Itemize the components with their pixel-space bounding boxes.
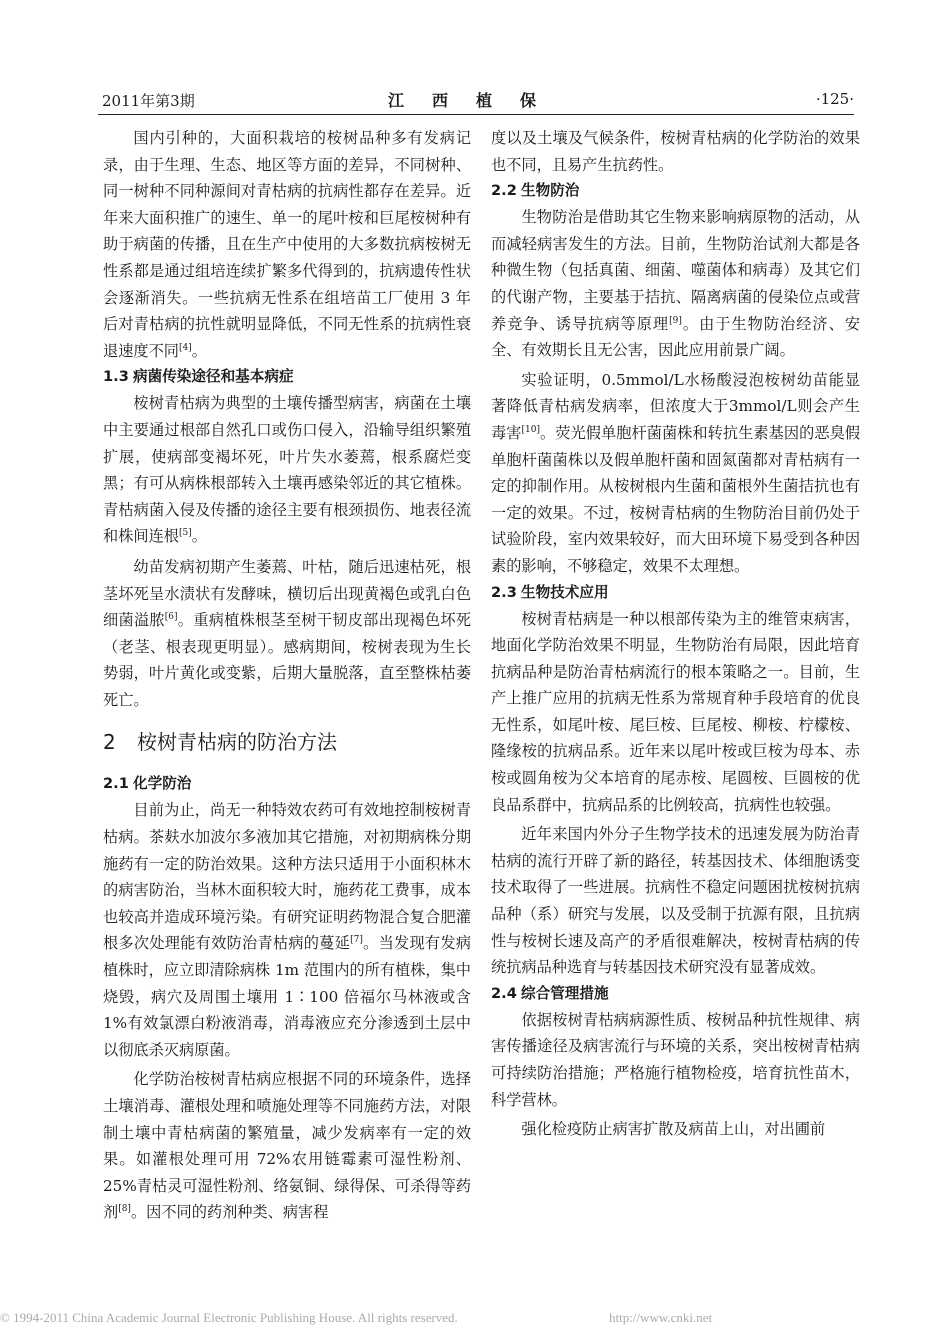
journal-title: 江西植保 (387, 91, 564, 110)
paragraph: 生物防治是借助其它生物来影响病原物的活动，从而减轻病害发生的方法。目前，生物防治试剂大都是各种微生物（包括真菌、细菌、噬菌体和病毒）及其它们的代谢产物，主要基于拮抗、隔离病菌的侵染位点或营养竞争、诱导抗病等原理[9]。由于生物防治经济、安全、有效期长且无公害，因此应用前景广阔。 (491, 208, 861, 360)
header-rule (98, 114, 854, 115)
citation[interactable]: [4] (178, 342, 192, 353)
paragraph: 依据桉树青枯病病源性质、桉树品种抗性规律、病害传播途径及病害流行与环境的关系，突出桉树青枯病可持续防治措施；严格施行植物检疫，培育抗性苗木，科学营林。 (491, 1010, 860, 1109)
cnki-link[interactable]: http://www.cnki.net (609, 1310, 713, 1325)
paragraph: 近年来国内外分子生物学技术的迅速发展为防治青枯病的流行开辟了新的路径，转基因技术、体细胞诱变技术取得了一些进展。抗病性不稳定问题困扰桉树抗病品种（系）研究与发展，以及受制于抗源有限，且抗病性与桉树长速及高产的矛盾很难解决，桉树青枯病的传统抗病品种选育与转基因技术研究没有显著成效。 (491, 825, 860, 977)
citation[interactable]: [9] (669, 315, 682, 326)
section-heading-2: 2 桉树青枯病的防治方法 (103, 730, 337, 755)
citation[interactable]: [7] (350, 935, 363, 946)
paragraph: 度以及土壤及气候条件，桉树青枯病的化学防治的效果也不同，且易产生抗药性。 (491, 129, 860, 174)
section-heading-1-3: 1.3 病菌传染途径和基本病症 (103, 368, 294, 386)
paragraph: 桉树青枯病是一种以根部传染为主的维管束病害，地面化学防治效果不明显，生物防治有局限，因此培育抗病品种是防治青枯病流行的根本策略之一。目前，生产上推广应用的抗病无性系为常规育种手段培育的优良无性系，如尾叶桉、尾巨桉、巨尾桉、柳桉、柠檬桉、隆缘桉的抗病品系。近年来以尾叶桉或巨桉为母本、赤桉或圆角桉为父本培育的尾赤桉、尾圆桉、巨圆桉的优良品系群中，抗病品系的比例较高，抗病性也较强。 (491, 609, 860, 814)
paragraph: 幼苗发病初期产生萎蔫、叶枯，随后迅速枯死，根茎坏死呈水渍状有发酵味，横切后出现黄褐色或乳白色细菌溢脓[6]。重病植株根茎至树干韧皮部出现褐色坏死（老茎、根表现更明显）。感病期间，桉树表现为生长势弱，叶片黄化或变紫，后期大量脱落，直至整株枯萎死亡。 (103, 557, 472, 709)
citation[interactable]: [8] (118, 1204, 131, 1215)
paragraph: 化学防治桉树青枯病应根据不同的环境条件，选择土壤消毒、灌根处理和喷施处理等不同施药方法，对限制土壤中青枯病菌的繁殖量，减少发病率有一定的效果。如灌根处理可用 72%农用链霉素可湿性粉剂、25%青枯灵可湿性粉剂、络氨铜、绿得保、可杀得等药剂[8]。因不同的药剂种类、病害程 (103, 1070, 471, 1222)
paragraph: 强化检疫防止病害扩散及病苗上山，对出圃前 (521, 1120, 826, 1139)
issue-label: 2011年第3期 (102, 92, 195, 110)
copyright-notice: © 1994-2011 China Academic Journal Electronic Publishing House. All rights reserved. (0, 1310, 458, 1325)
section-heading-2-2: 2.2 生物防治 (491, 182, 580, 200)
citation[interactable]: [10] (521, 424, 540, 435)
page-header (98, 86, 854, 112)
section-heading-2-1: 2.1 化学防治 (103, 775, 192, 793)
page-number: ·125· (815, 90, 854, 108)
paragraph: 目前为止，尚无一种特效农药可有效地控制桉树青枯病。茶麸水加波尔多液加其它措施，对初期病株分期施药有一定的防治效果。这种方法只适用于小面积林木的病害防治，当林木面积较大时，施药花工费事，成本也较高并造成环境污染。有研究证明药物混合复合肥灌根多次处理能有效防治青枯病的蔓延[7]。当发现有发病植株时，应立即清除病株 1m 范围内的所有植株，集中烧毁，病穴及周围土壤用 1∶100 倍福尔马林液或含 1%有效氯漂白粉液消毒，消毒液应充分渗透到土层中以彻底杀灭病原菌。 (103, 801, 472, 1059)
citation[interactable]: [6] (164, 612, 178, 623)
section-heading-2-4: 2.4 综合管理措施 (491, 984, 609, 1002)
paragraph: 实验证明，0.5mmol/L水杨酸浸泡桉树幼苗能显著降低青枯病发病率，但浓度大于3mmol/L则会产生毒害[10]。荧光假单胞杆菌菌株和转抗生素基因的恶臭假单胞杆菌菌株以及假单胞杆菌和固氮菌都对青枯病有一定的抑制作用。从桉树根内生菌和菌根外生菌拮抗也有一定的效果。不过，桉树青枯病的生物防治目前仍处于试验阶段，室内效果较好，而大田环境下易受到各种因素的影响，不够稳定，效果不太理想。 (491, 370, 861, 575)
left-column (103, 125, 471, 1226)
paragraph: 国内引种的，大面积栽培的桉树品种多有发病记录，由于生理、生态、地区等方面的差异，不同树种、同一树种不同种源间对青枯病的抗病性都存在差异。近年来大面积推广的速生、单一的尾叶桉和巨尾桉树种有助于病菌的传播，且在生产中使用的大多数抗病桉树无性系都是通过组培连续扩繁多代得到的，抗病遗传性状会逐渐消失。一些抗病无性系在组培苗工厂使用 3 年后对青枯病的抗性就明显降低，不同无性系的抗病性衰退速度不同[4]。 (103, 129, 471, 360)
section-heading-2-3: 2.3 生物技术应用 (491, 583, 609, 601)
right-column (491, 125, 860, 1143)
paragraph: 桉树青枯病为典型的土壤传播型病害，病菌在土壤中主要通过根部自然孔口或伤口侵入，沿输导组织繁殖扩展，使病部变褐坏死，叶片失水萎蔫，根系腐烂变黑；有可从病株根部转入土壤再感染邻近的其它植株。青枯病菌入侵及传播的途径主要有根颈损伤、地表径流和株间连根[5]。 (103, 394, 471, 546)
citation[interactable]: [5] (178, 528, 192, 539)
